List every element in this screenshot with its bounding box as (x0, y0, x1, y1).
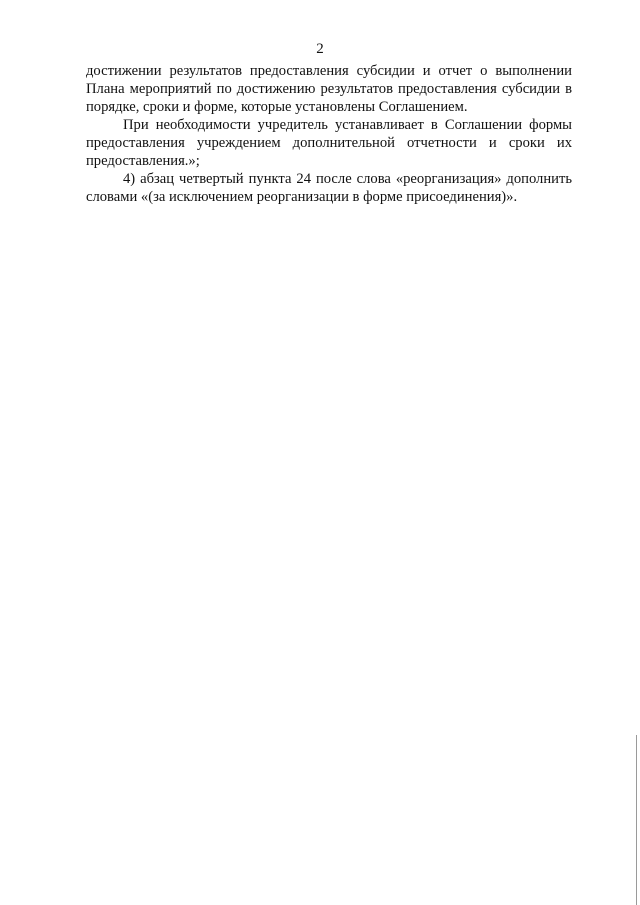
scan-edge-line (636, 735, 637, 905)
paragraph-item-4-amendment: 4) абзац четвертый пункта 24 после слова «реорганизация» дополнить словами «(за исключением реорганизации в форме присоединения)». (86, 171, 572, 205)
page-number: 2 (316, 41, 324, 57)
paragraph-continuation: достижении результатов предоставления субсидии и отчет о выполнении Плана мероприятий по достижению результатов предоставления субсидии в порядке, сроки и форме, которые установлены Соглашением. (86, 63, 572, 115)
paragraph-additional-reporting: При необходимости учредитель устанавливает в Соглашении формы предоставления учреждением дополнительной отчетности и сроки их предоставления.»; (86, 117, 572, 169)
document-body (86, 62, 572, 206)
